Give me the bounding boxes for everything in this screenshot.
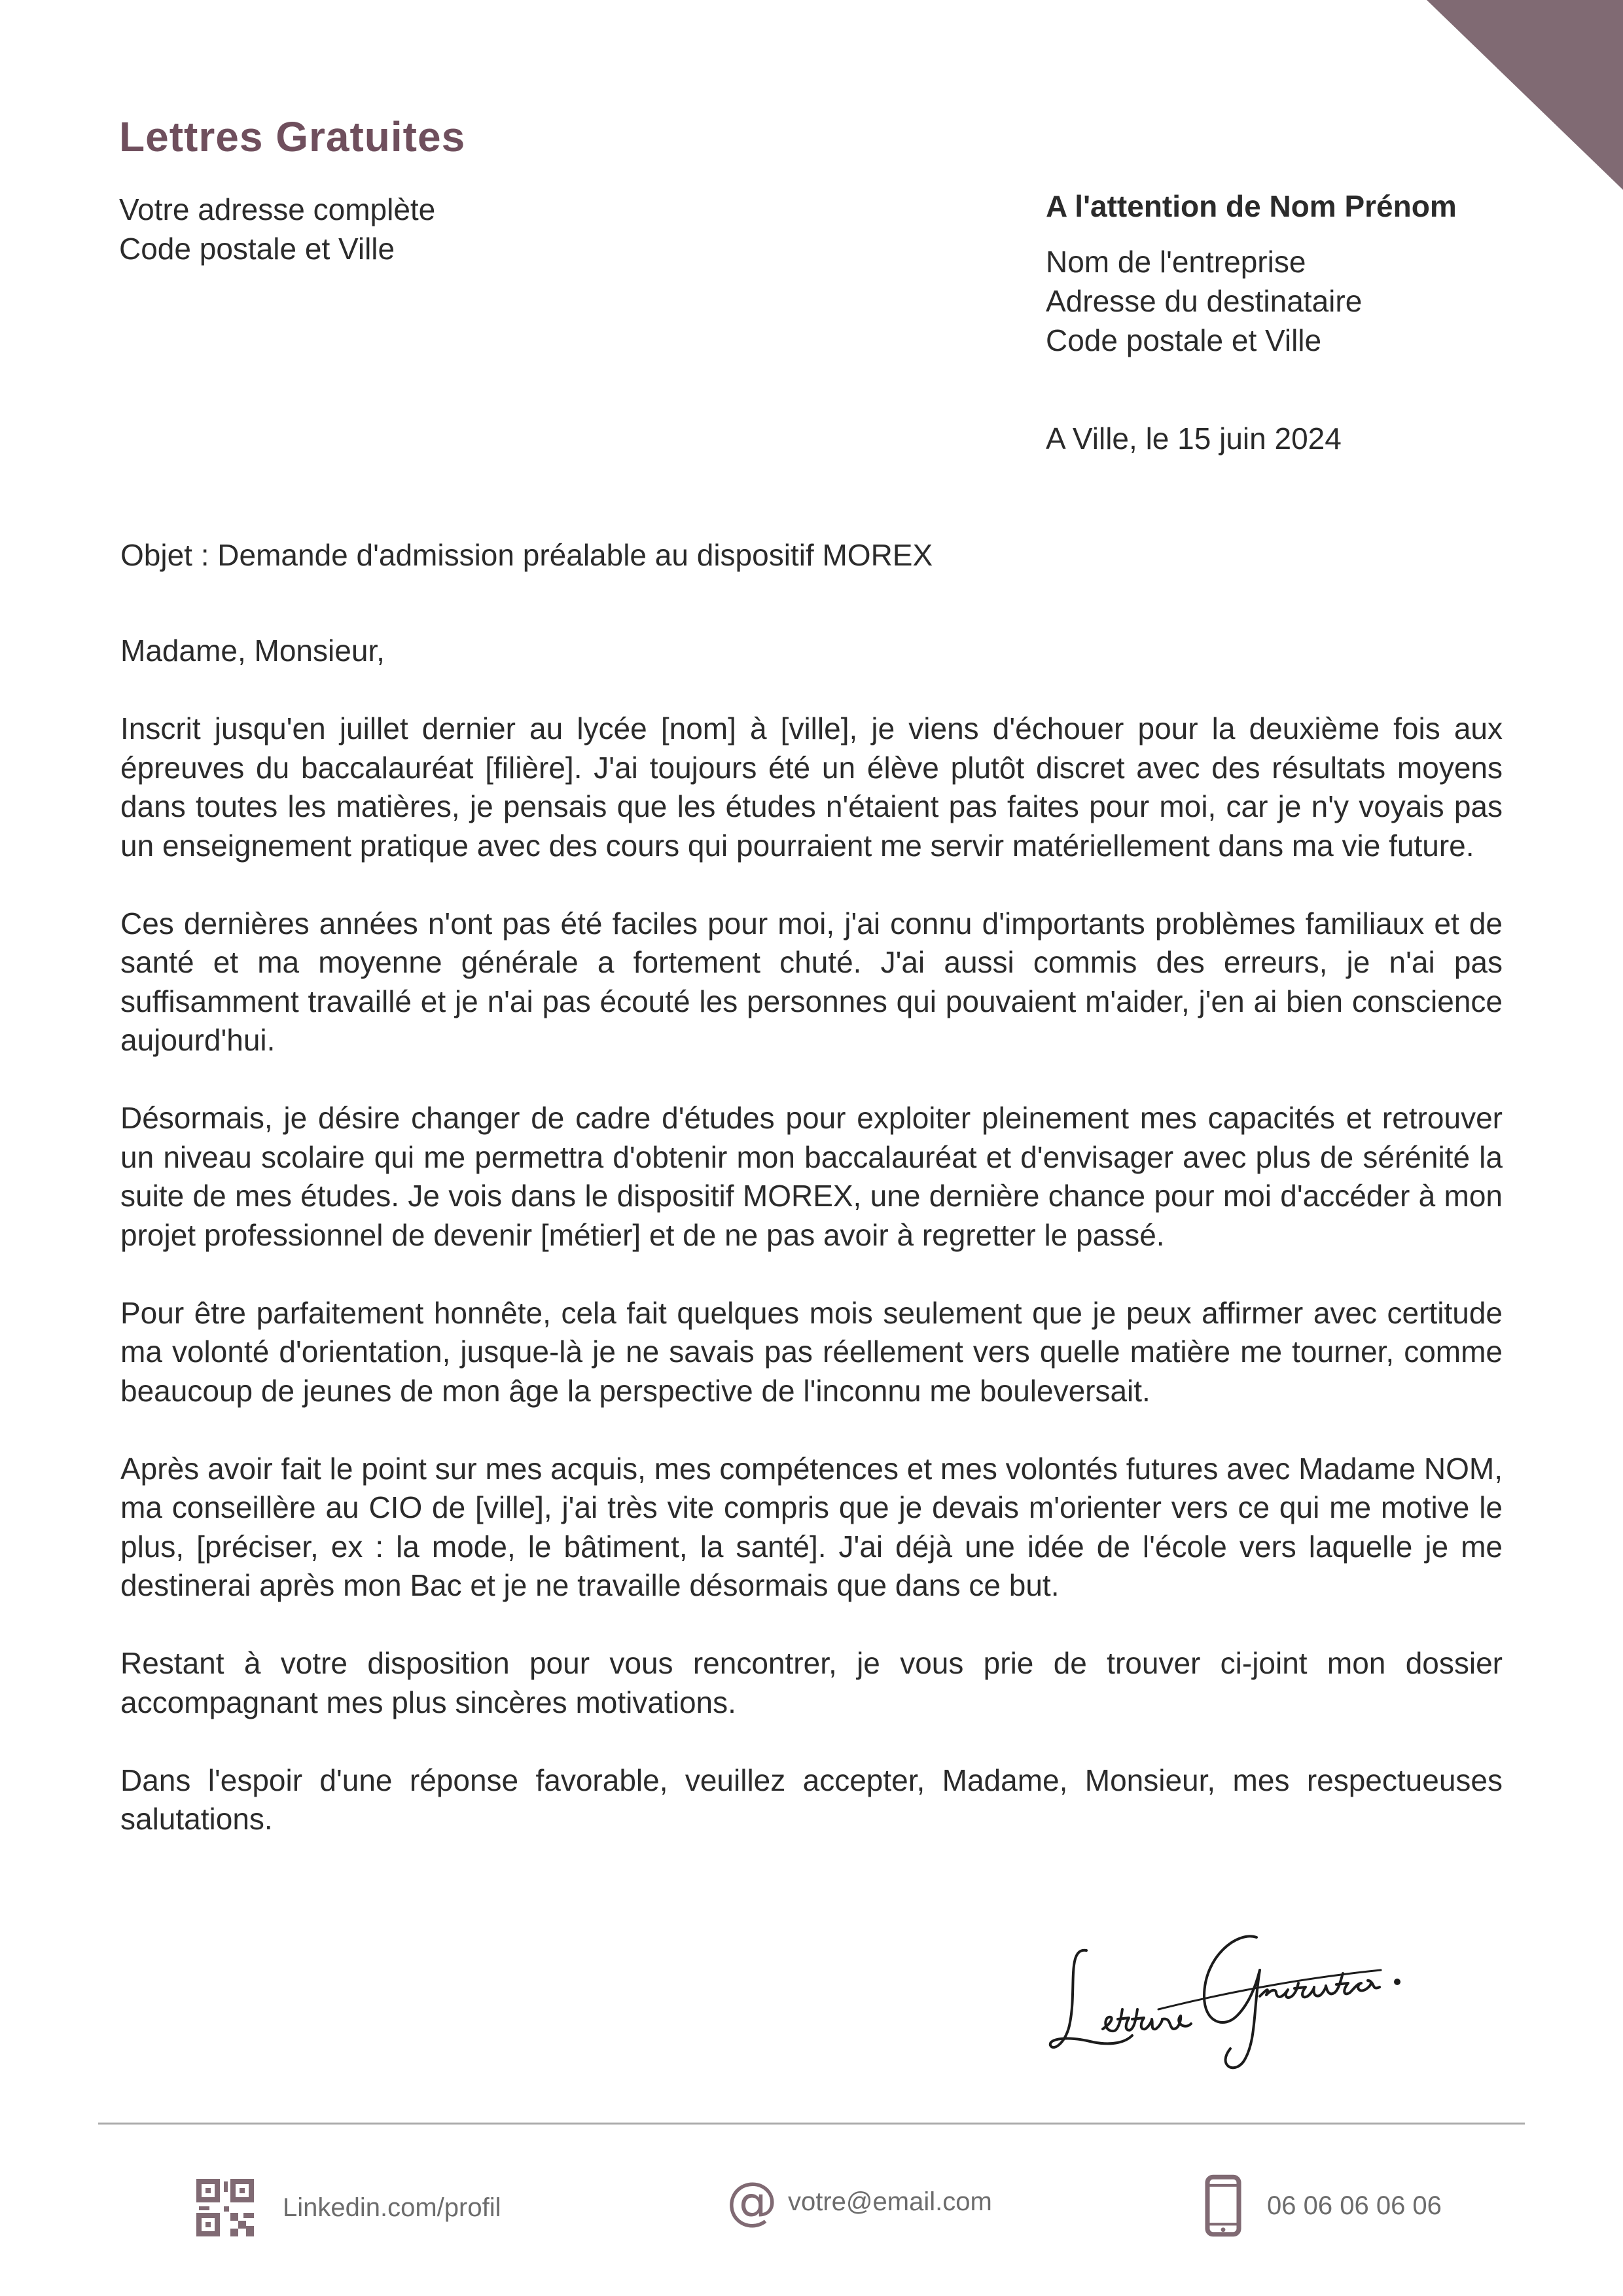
body-paragraph: Inscrit jusqu'en juillet dernier au lycée [nom] à [ville], je viens d'échouer pour la deuxième fois aux épreuves du baccalauréat [filière]. J'ai toujours été un élève plutôt discret avec des résultats moyens dans toutes les matières, je pensais que les études n'étaient pas faites pour moi, car je n'y voyais pas un enseignement pratique avec des cours qui pourraient me servir matériellement dans ma vie future. — [120, 711, 1503, 863]
footer-divider — [98, 2123, 1525, 2125]
recipient-attention: A l'attention de Nom Prénom — [1046, 189, 1457, 223]
body-paragraph: Ces dernières années n'ont pas été faciles pour moi, j'ai connu d'importants problèmes familiaux et de santé et ma moyenne générale a fortement chuté. J'ai aussi commis des erreurs, je n'ai pas suffisamment travaillé et je n'ai pas écouté les personnes qui pouvaient m'aider, j'en ai bien conscience aujourd'hui. — [120, 906, 1503, 1057]
body-paragraph: Désormais, je désire changer de cadre d'études pour exploiter pleinement mes capacités et retrouver un niveau scolaire qui me permettra d'obtenir mon baccalauréat et d'envisager avec plus de sérénité la suite de mes études. Je vois dans le dispositif MOREX, une dernière chance pour moi d'accéder à mon projet professionnel de devenir [métier] et de ne pas avoir à regretter le passé. — [120, 1101, 1503, 1252]
recipient-city: Code postale et Ville — [1046, 323, 1322, 357]
body-paragraph: Pour être parfaitement honnête, cela fait quelques mois seulement que je peux affirmer avec certitude ma volonté d'orientation, jusque-là je ne savais pas réellement vers quelle matière me tourner, comme beaucoup de jeunes de mon âge la perspective de l'inconnu me bouleversait. — [120, 1295, 1503, 1408]
sender-address — [119, 190, 435, 268]
footer-phone[interactable] — [1204, 2174, 1442, 2237]
closing-paragraph: Dans l'espoir d'une réponse favorable, veuillez accepter, Madame, Monsieur, mes respectueuses salutations. — [120, 1763, 1503, 1836]
corner-decoration — [1427, 0, 1623, 190]
footer-linkedin[interactable] — [194, 2176, 501, 2239]
sender-city-line: Code postale et Ville — [119, 232, 395, 266]
brand-title: Lettres Gratuites — [119, 113, 466, 160]
letter-body — [120, 632, 1503, 1878]
handwritten-signature — [1041, 1911, 1420, 2081]
letter-date: A Ville, le 15 juin 2024 — [1046, 422, 1342, 456]
linkedin-text: Linkedin.com/profil — [283, 2193, 501, 2222]
recipient-block — [1046, 187, 1457, 360]
email-text: votre@email.com — [788, 2187, 992, 2216]
recipient-address: Adresse du destinataire — [1046, 284, 1363, 318]
at-sign-icon: @ — [726, 2172, 777, 2231]
body-paragraph: Après avoir fait le point sur mes acquis, mes compétences et mes volontés futures avec Madame NOM, ma conseillère au CIO de [ville], j'ai très vite compris que je devais m'orienter vers ce qui me motive le plus, [préciser, ex : la mode, le bâtiment, la santé]. J'ai déjà une idée de l'école vers laquelle je me destinerai après mon Bac et je ne travaille désormais que dans ce but. — [120, 1451, 1503, 1602]
greeting: Madame, Monsieur, — [120, 634, 385, 668]
recipient-company: Nom de l'entreprise — [1046, 245, 1306, 279]
phone-text: 06 06 06 06 06 — [1267, 2191, 1442, 2220]
body-paragraph: Restant à votre disposition pour vous rencontrer, je vous prie de trouver ci-joint mon dossier accompagnant mes plus sincères motivations. — [120, 1646, 1503, 1719]
letter-subject: Objet : Demande d'admission préalable au dispositif MOREX — [120, 538, 933, 572]
footer-email[interactable] — [726, 2172, 992, 2231]
smartphone-icon — [1204, 2174, 1242, 2237]
qr-code-icon — [194, 2176, 257, 2239]
sender-address-line: Votre adresse complète — [119, 192, 436, 226]
